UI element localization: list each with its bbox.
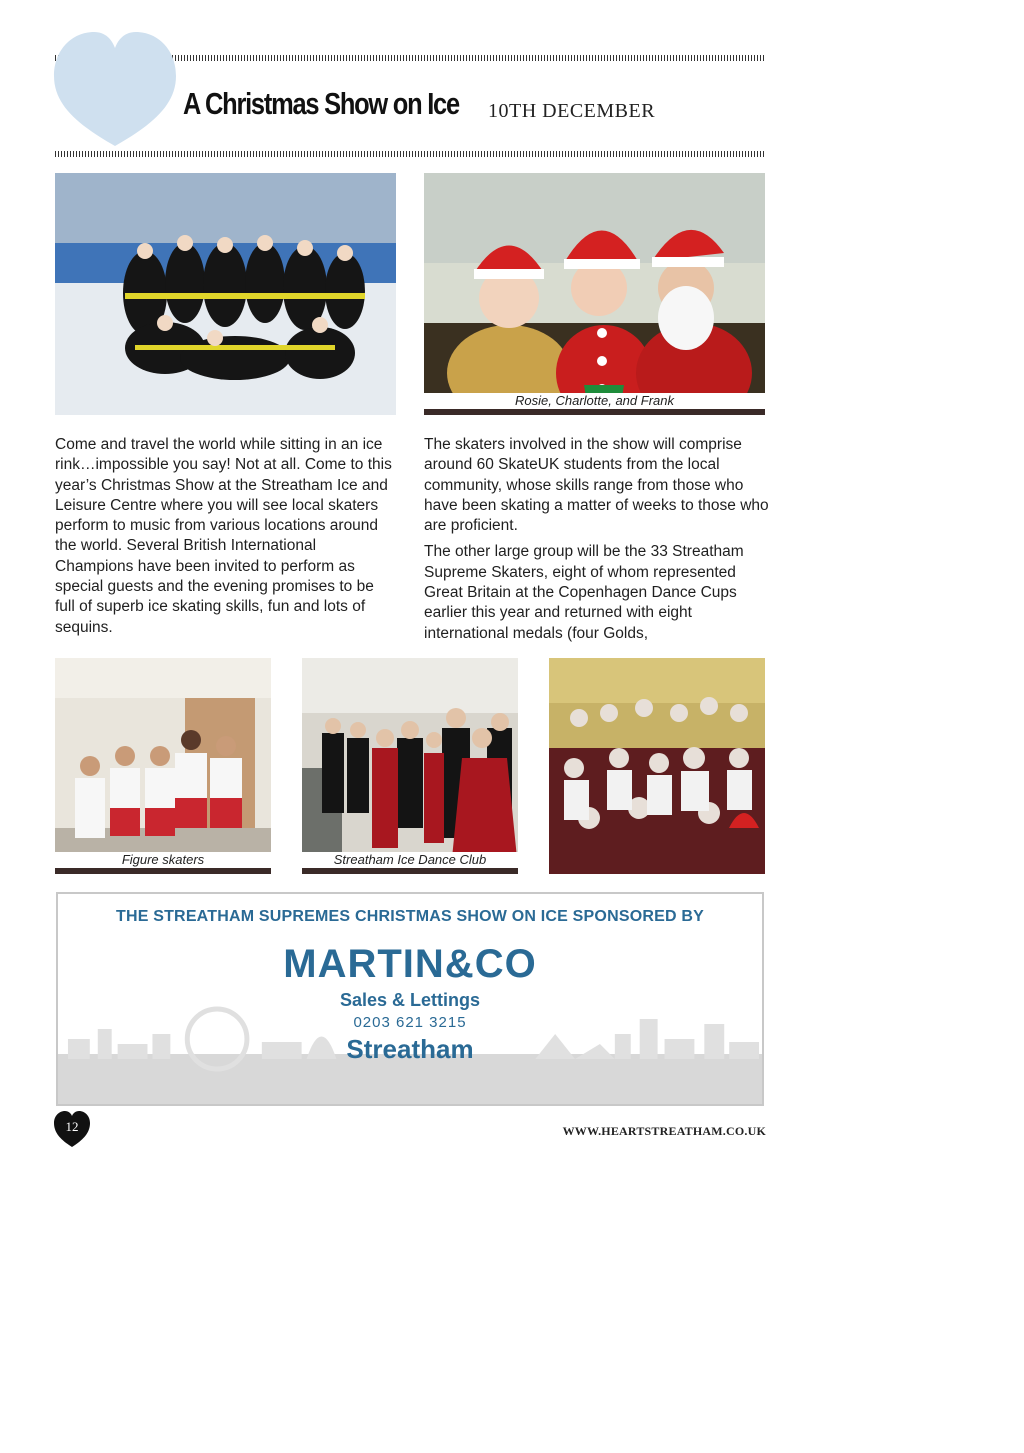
event-date: 10TH DECEMBER xyxy=(488,100,656,122)
footer-website-link[interactable]: WWW.HEARTSTREATHAM.CO.UK xyxy=(562,1124,766,1138)
caption-divider xyxy=(424,409,765,415)
ad-headline: THE STREATHAM SUPREMES CHRISTMAS SHOW ON ICE SPONSORED BY xyxy=(115,908,705,925)
article-paragraph: The skaters involved in the show will comprise around 60 SkateUK students from the local community, whose skills range from those who have been skating a matter of weeks to those who are proficient. xyxy=(424,436,769,535)
photo-skaters-group xyxy=(55,173,396,415)
photo-caption: Rosie, Charlotte, and Frank xyxy=(424,393,765,409)
sponsor-logo: MARTIN&CO xyxy=(283,942,537,986)
article-paragraph: Come and travel the world while sitting in an ice rink…impossible you say! Not at all. Come to this year’s Christmas Show at the Streatham Ice and Leisure Centre where you will see local skaters perform to music from various locations around the world. Several British International Champions have been invited to perform as special guests and the evening promises to be full of superb ice skating skills, fun and lots of sequins. xyxy=(55,436,392,636)
sponsor-area: Streatham xyxy=(346,1034,474,1064)
article-right-column xyxy=(424,435,769,650)
page-number: 12 xyxy=(65,1119,79,1134)
heart-icon xyxy=(50,26,180,151)
photo-caption: Streatham Ice Dance Club xyxy=(302,852,518,868)
article-paragraph: The other large group will be the 33 Streatham Supreme Skaters, eight of whom represented Great Britain at the Copenhagen Dance Cups earlier this year and returned with eight international medals (four Golds, xyxy=(424,543,744,642)
sponsor-phone[interactable]: 0203 621 3215 xyxy=(353,1014,467,1031)
photo-ice-dance-club xyxy=(302,658,518,874)
photo-rosie-charlotte-frank xyxy=(424,173,765,415)
sponsor-ad[interactable] xyxy=(56,892,764,1106)
caption-divider xyxy=(55,868,271,874)
sponsor-subtitle: Sales & Lettings xyxy=(339,990,481,1010)
photo-caption: Figure skaters xyxy=(55,852,271,868)
header-rule-bottom xyxy=(55,151,766,157)
caption-divider xyxy=(302,868,518,874)
photo-figure-skaters xyxy=(55,658,271,874)
photo-audience xyxy=(549,658,765,874)
article-title: A Christmas Show on Ice xyxy=(183,86,459,121)
page-title xyxy=(183,86,656,122)
article-left-column xyxy=(55,435,395,644)
